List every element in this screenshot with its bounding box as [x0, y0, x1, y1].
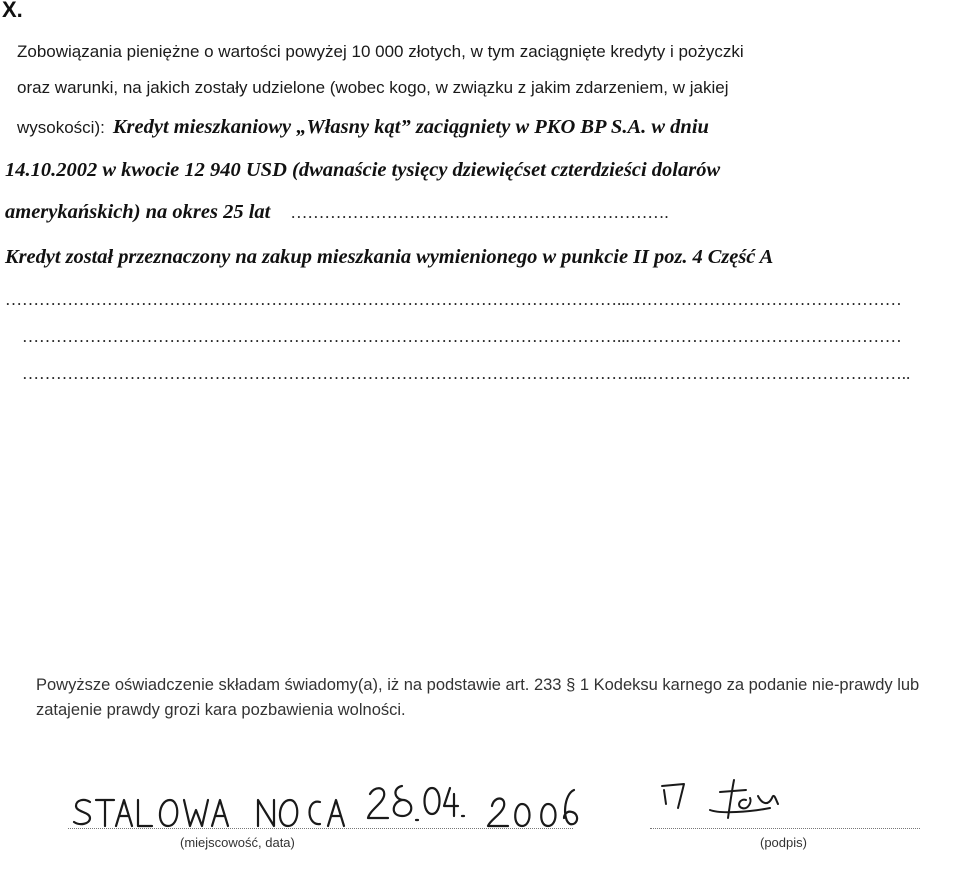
- answer-line-4: Kredyt został przeznaczony na zakup mieszkania wymienionego w punkcie II poz. 4 Część A: [5, 246, 774, 268]
- section-heading: X.: [2, 0, 23, 22]
- signature-handwriting: [650, 770, 810, 830]
- intro-line-3-prefix: wysokości):: [17, 118, 105, 137]
- place-date-caption: (miejscowość, data): [180, 835, 295, 850]
- answer-line-1: [17, 116, 709, 139]
- place-date-handwriting: [70, 760, 580, 835]
- declaration-text: Powyższe oświadczenie składam świadomy(a), iż na podstawie art. 233 § 1 Kodeksu karnego za podanie nie-prawdy lub zatajenie prawdy grozi kara pozbawienia wolności.: [36, 676, 920, 719]
- answer-line-3: [5, 201, 669, 224]
- signature-caption: (podpis): [760, 835, 807, 850]
- answer-line-2: 14.10.2002 w kwocie 12 940 USD (dwanaście tysięcy dziewięćset czterdzieści dolarów: [5, 159, 721, 181]
- signature-dotted-line: [650, 828, 920, 829]
- dotted-line-2: ……………………………………………………………………………………………...…………………………………………: [22, 327, 902, 346]
- dotted-line-1: ………………………………………………………………………………………………...…………………………………………: [5, 290, 902, 309]
- place-date-dotted-line: [68, 828, 573, 829]
- answer-line-3-dots: ………………………………………………………….: [290, 203, 669, 222]
- intro-line-1: Zobowiązania pieniężne o wartości powyżej 10 000 złotych, w tym zaciągnięte kredyty i pożyczki: [17, 42, 744, 61]
- dotted-line-3: ………………………………………………………………………………………………...………………………………………..: [22, 364, 911, 383]
- answer-text-1: Kredyt mieszkaniowy „Własny kąt” zaciągniety w PKO BP S.A. w dniu: [112, 116, 709, 138]
- answer-text-3: amerykańskich) na okres 25 lat: [5, 201, 271, 223]
- intro-line-2: oraz warunki, na jakich zostały udzielone (wobec kogo, w związku z jakim zdarzeniem, w jakiej: [17, 78, 729, 97]
